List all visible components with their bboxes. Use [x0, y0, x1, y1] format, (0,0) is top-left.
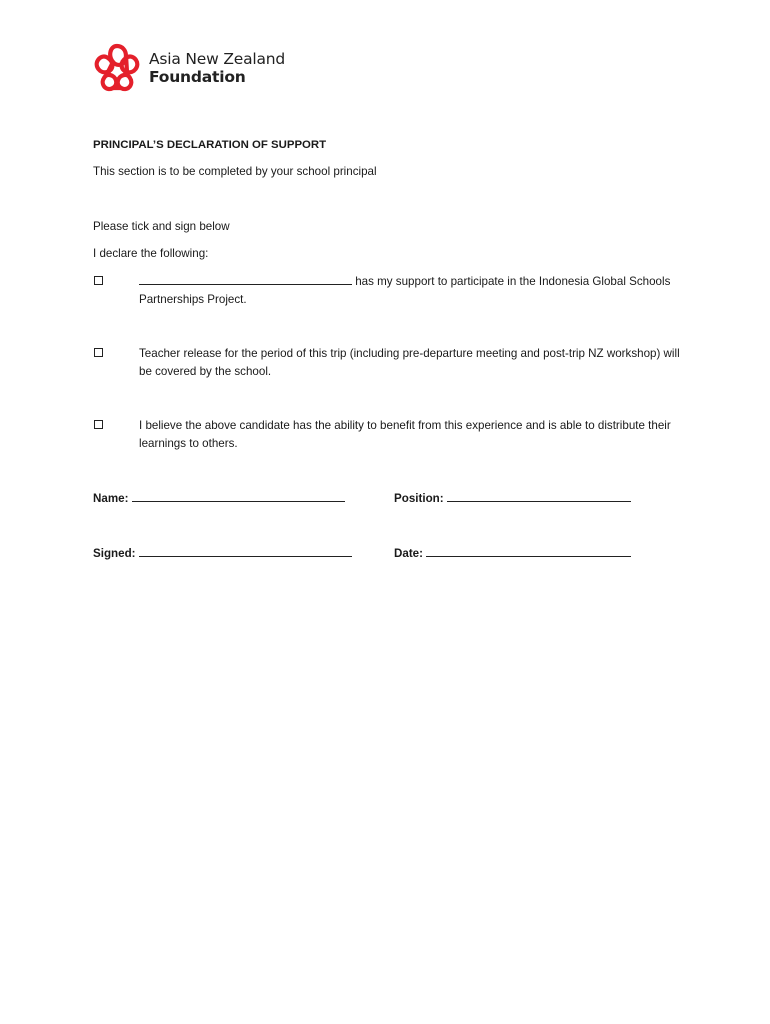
name-field	[93, 489, 345, 508]
name-label: Name:	[93, 492, 129, 505]
position-input-line[interactable]	[447, 489, 631, 502]
instruction-text: Please tick and sign below	[93, 220, 230, 233]
date-field	[394, 544, 631, 563]
logo-line-1: Asia New Zealand	[149, 50, 286, 68]
support-checkbox[interactable]	[94, 276, 103, 285]
declare-text: I declare the following:	[93, 247, 209, 260]
logo-line-2: Foundation	[149, 68, 246, 86]
date-input-line[interactable]	[426, 544, 631, 557]
teacher-release-checkbox[interactable]	[94, 348, 103, 357]
intro-text: This section is to be completed by your school principal	[93, 165, 377, 178]
signature-input-line[interactable]	[139, 544, 352, 557]
date-label: Date:	[394, 547, 423, 560]
knot-star-logo-icon	[92, 42, 142, 94]
candidate-ability-statement: I believe the above candidate has the ability to benefit from this experience and is able to distribute their learnings to others.	[139, 419, 671, 450]
candidate-ability-checkbox[interactable]	[94, 420, 103, 429]
name-input-line[interactable]	[132, 489, 345, 502]
support-statement	[139, 272, 684, 309]
page-title: PRINCIPAL’S DECLARATION OF SUPPORT	[93, 139, 327, 151]
logo-wordmark	[149, 50, 285, 86]
position-label: Position:	[394, 492, 444, 505]
teacher-release-statement: Teacher release for the period of this trip (including pre-departure meeting and post-trip NZ workshop) will be covered by the school.	[139, 347, 680, 378]
signed-field	[93, 544, 352, 563]
foundation-logo	[92, 42, 285, 94]
candidate-name-blank[interactable]	[139, 272, 352, 285]
position-field	[394, 489, 631, 508]
support-statement-text: has my support to participate in the Indonesia Global Schools Partnerships Project.	[139, 275, 671, 306]
signed-label: Signed:	[93, 547, 136, 560]
